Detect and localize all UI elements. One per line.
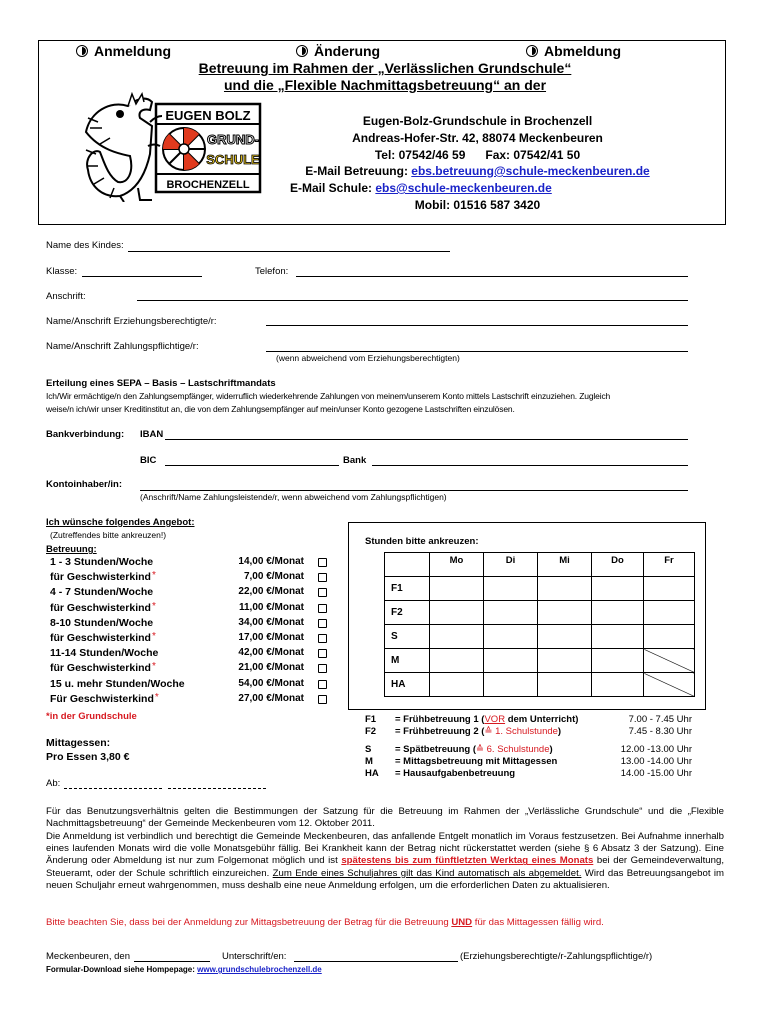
cell[interactable] <box>538 649 592 673</box>
offer-checkbox[interactable] <box>318 558 327 570</box>
option-anmeldung[interactable]: Anmeldung <box>76 43 171 59</box>
label-kind: Name des Kindes: <box>46 240 124 251</box>
radio-icon <box>76 45 88 57</box>
option-abmeldung[interactable]: Abmeldung <box>526 43 621 59</box>
zahlungspflichtige-note: (wenn abweichend vom Erziehungsberechtigten) <box>276 353 460 363</box>
title-line-2: und die „Flexible Nachmittagsbetreuung“ an der <box>223 77 547 93</box>
email-schule-link[interactable]: ebs@schule-meckenbeuren.de <box>375 181 552 195</box>
school-logo <box>80 92 285 202</box>
legend-desc: = Frühbetreuung 1 (VOR dem Unterricht) <box>395 714 579 725</box>
label-zahlungspflichtige: Name/Anschrift Zahlungspflichtige/r: <box>46 341 199 352</box>
legend-desc: = Mittagsbetreuung mit Mittagessen <box>395 756 558 767</box>
legend-time: 13.00 -14.00 Uhr <box>620 756 692 767</box>
label-anschrift: Anschrift: <box>46 291 86 302</box>
offer-label: Für Geschwisterkind <box>50 692 154 705</box>
email-betreuung-row: E-Mail Betreuung: ebs.betreuung@schule-meckenbeuren.de <box>305 164 650 178</box>
offer-price: 14,00 €/Monat <box>238 556 304 567</box>
input-datum[interactable] <box>134 961 210 962</box>
offer-checkbox[interactable] <box>318 619 327 631</box>
offer-label: für Geschwisterkind <box>50 601 151 614</box>
label-telefon: Telefon: <box>255 266 289 277</box>
offer-checkbox[interactable] <box>318 573 327 585</box>
cell[interactable] <box>592 625 644 649</box>
sepa-title: Erteilung eines SEPA – Basis – Lastschriftmandats <box>46 378 276 389</box>
offer-price: 17,00 €/Monat <box>238 632 304 643</box>
option-aenderung[interactable]: Änderung <box>296 43 380 59</box>
day-mi: Mi <box>538 553 592 577</box>
school-mobile: Mobil: 01516 587 3420 <box>414 198 541 212</box>
input-ab-2[interactable] <box>168 788 266 789</box>
input-bic[interactable] <box>165 465 339 466</box>
star-marker: * <box>151 631 156 642</box>
cell[interactable] <box>644 577 695 601</box>
logo-text-top: EUGEN BOLZ <box>165 108 251 123</box>
offer-price: 34,00 €/Monat <box>238 616 304 628</box>
input-erziehungsberechtigte[interactable] <box>266 325 688 326</box>
offer-checkbox[interactable] <box>318 604 327 616</box>
legend-desc: = Frühbetreuung 2 (≙ 1. Schulstunde) <box>395 726 562 737</box>
input-zahlungspflichtige[interactable] <box>266 351 688 352</box>
legend-desc: = Hausaufgabenbetreuung <box>395 768 516 779</box>
label-bankverbindung: Bankverbindung: <box>46 429 125 440</box>
logo-text-mid1: GRUND- <box>207 132 259 147</box>
cell[interactable] <box>592 649 644 673</box>
star-marker: * <box>154 691 159 703</box>
cell[interactable] <box>430 601 484 625</box>
cell[interactable] <box>644 625 695 649</box>
legend-code: S <box>365 744 372 755</box>
offer-checkbox[interactable] <box>318 634 327 646</box>
offer-label: 4 - 7 Stunden/Woche <box>50 586 154 599</box>
label-unterschrift: Unterschrift/en: <box>222 951 287 962</box>
cell[interactable] <box>484 625 538 649</box>
legend-time: 12.00 -13.00 Uhr <box>620 744 692 755</box>
label-kontoinhaber: Kontoinhaber/in: <box>46 479 122 490</box>
input-ab-1[interactable] <box>64 788 162 789</box>
betreuung-label: Betreuung: <box>46 544 97 555</box>
day-di: Di <box>484 553 538 577</box>
offer-price: 27,00 €/Monat <box>238 692 304 704</box>
download-row: Formular-Download siehe Hompepage: www.grundschulebrochenzell.de <box>46 965 322 974</box>
logo-text-bottom: BROCHENZELL <box>166 179 250 191</box>
legend-code: M <box>365 756 373 767</box>
offer-checkbox[interactable] <box>318 649 327 661</box>
legend-time: 7.45 - 8.30 Uhr <box>628 726 692 737</box>
row-s: S <box>385 625 430 649</box>
star-marker: * <box>151 661 156 673</box>
input-anschrift[interactable] <box>137 300 688 301</box>
day-fr: Fr <box>644 553 695 577</box>
terms-p1: Für das Benutzungsverhältnis gelten die Bestimmungen der Satzung für die Betreuung im Rahmen der „Verlässliche Grundschule“ und die „Flexible Nachmittagsbetreuung“ der Gemeinde Meckenbeuren vom 12. Oktober 2011. <box>46 806 724 830</box>
offer-price: 7,00 €/Monat <box>243 571 304 583</box>
label-ort-datum: Meckenbeuren, den <box>46 951 130 962</box>
legend-code: HA <box>365 768 379 779</box>
cell[interactable] <box>484 649 538 673</box>
offer-label: 1 - 3 Stunden/Woche <box>50 556 154 568</box>
radio-icon <box>296 45 308 57</box>
mittagessen-price: Pro Essen 3,80 € <box>46 751 130 763</box>
input-telefon[interactable] <box>296 276 688 277</box>
cell[interactable] <box>484 601 538 625</box>
offer-label: 8-10 Stunden/Woche <box>50 616 154 629</box>
row-f1: F1 <box>385 577 430 601</box>
offer-price: 21,00 €/Monat <box>238 662 304 674</box>
input-iban[interactable] <box>165 439 688 440</box>
legend-desc: = Spätbetreuung (≙ 6. Schulstunde) <box>395 744 553 755</box>
cell[interactable] <box>538 673 592 697</box>
day-do: Do <box>592 553 644 577</box>
star-marker: * <box>151 600 156 612</box>
offer-label: für Geschwisterkind <box>50 571 151 584</box>
legend-time: 7.00 - 7.45 Uhr <box>628 714 692 725</box>
cell[interactable] <box>592 577 644 601</box>
offer-label: für Geschwisterkind <box>50 662 151 675</box>
download-link[interactable]: www.grundschulebrochenzell.de <box>197 965 322 974</box>
input-unterschrift[interactable] <box>294 961 458 962</box>
mittagessen-title: Mittagessen: <box>46 737 111 749</box>
offer-checkbox[interactable] <box>318 588 327 600</box>
label-ab: Ab: <box>46 778 61 789</box>
label-bic: BIC <box>140 455 157 466</box>
footnote-grundschule: *in der Grundschule <box>46 711 137 722</box>
offer-label: 11-14 Stunden/Woche <box>50 647 159 660</box>
cell-struck <box>644 649 695 673</box>
offer-price: 11,00 €/Monat <box>238 601 304 613</box>
row-ha: HA <box>385 673 430 697</box>
row-f2: F2 <box>385 601 430 625</box>
school-name: Eugen-Bolz-Grundschule in Brochenzell <box>362 114 593 128</box>
stunden-title: Stunden bitte ankreuzen: <box>365 536 479 547</box>
input-bank[interactable] <box>372 465 688 466</box>
label-erziehungsberechtigte: Name/Anschrift Erziehungsberechtigte/r: <box>46 316 217 327</box>
offer-label: 15 u. mehr Stunden/Woche <box>50 677 185 690</box>
email-betreuung-link[interactable]: ebs.betreuung@schule-meckenbeuren.de <box>411 164 650 178</box>
stunden-grid <box>384 552 695 697</box>
cell[interactable] <box>538 577 592 601</box>
label-bank: Bank <box>343 455 367 466</box>
day-mo: Mo <box>430 553 484 577</box>
radio-icon <box>526 45 538 57</box>
label-iban: IBAN <box>140 429 164 440</box>
label-klasse: Klasse: <box>46 266 78 277</box>
offer-label: für Geschwisterkind <box>50 632 151 644</box>
school-street: Andreas-Hofer-Str. 42, 88074 Meckenbeuren <box>352 131 603 145</box>
title-line-1: Betreuung im Rahmen der „Verlässlichen Grundschule“ <box>198 60 572 76</box>
school-phone: Tel: 07542/46 59 Fax: 07542/41 50 <box>374 148 581 162</box>
terms-p3: Bitte beachten Sie, dass bei der Anmeldung zur Mittagsbetreuung der Betrag für die Betreuung UND für das Mittagessen fällig wird. <box>46 917 604 928</box>
angebot-title: Ich wünsche folgendes Angebot: <box>46 517 195 528</box>
input-klasse[interactable] <box>82 276 202 277</box>
sepa-text-2: weise/n ich/wir unser Kreditinstitut an, die von dem Zahlungsempfänger auf mein/unser Konto gezogene Lastschriften einzulösen. <box>46 404 515 414</box>
cell[interactable] <box>538 601 592 625</box>
logo-text-mid2: SCHULE <box>206 152 260 167</box>
row-m: M <box>385 649 430 673</box>
star-marker: * <box>151 570 156 582</box>
offer-checkbox[interactable] <box>318 695 327 707</box>
cell[interactable] <box>430 625 484 649</box>
offer-checkbox[interactable] <box>318 680 327 692</box>
cell[interactable] <box>592 673 644 697</box>
kontoinhaber-note: (Anschrift/Name Zahlungsleistende/r, wenn abweichend vom Zahlungspflichtigen) <box>140 492 447 502</box>
angebot-note: (Zutreffendes bitte ankreuzen!) <box>50 530 167 540</box>
offer-price: 42,00 €/Monat <box>238 647 304 659</box>
cell[interactable] <box>538 625 592 649</box>
terms-p2: Die Anmeldung ist verbindlich und berechtigt die Gemeinde Meckenbeuren, das anfallende Entgelt monatlich im Voraus festzusetzen. Bei Aufnahme innerhalb eines laufenden Monats wird die volle Monatsgebühr fällig. Bei Krankheit kann der Betrag nicht rückerstattet werden (siehe § 6 Absatz 3 der Satzung). Eine Änderung oder Abmeldung ist nur zum Folgemonat möglich und ist spätestens bis zum fünftletzten Werktag eines Monats bei der Gemeindeverwaltung, Steueramt, oder der Schule schriftlich einzureichen. Zum Ende eines Schuljahres gilt das Kind automatisch als abgemeldet. Wird das Betreuungsangebot im neuen Schuljahr erneut wahrgenommen, muss deshalb eine neue Anmeldung erfolgen, um die erforderlichen Daten zu aktualisieren. <box>46 831 724 891</box>
cell[interactable] <box>484 577 538 601</box>
offer-checkbox[interactable] <box>318 664 327 676</box>
legend-code: F2 <box>365 726 377 737</box>
unterschrift-note: (Erziehungsberechtigte/r-Zahlungspflichtige/r) <box>460 951 653 962</box>
offer-price: 22,00 €/Monat <box>238 586 304 598</box>
cell[interactable] <box>592 601 644 625</box>
input-kind[interactable] <box>128 251 450 252</box>
email-schule-row: E-Mail Schule: ebs@schule-meckenbeuren.de <box>290 181 552 195</box>
cell-struck <box>644 673 695 697</box>
sepa-text-1: Ich/Wir ermächtige/n den Zahlungsempfänger, widerruflich wiederkehrende Zahlungen von meinem/unserem Konto mittels Lastschrift einzuziehen. Zugleich <box>46 391 611 401</box>
input-kontoinhaber[interactable] <box>140 490 688 491</box>
cell[interactable] <box>484 673 538 697</box>
cell[interactable] <box>430 577 484 601</box>
cell[interactable] <box>430 673 484 697</box>
cell[interactable] <box>430 649 484 673</box>
legend-code: F1 <box>365 714 377 725</box>
cell[interactable] <box>644 601 695 625</box>
legend-time: 14.00 -15.00 Uhr <box>620 768 692 779</box>
offer-price: 54,00 €/Monat <box>238 677 304 689</box>
